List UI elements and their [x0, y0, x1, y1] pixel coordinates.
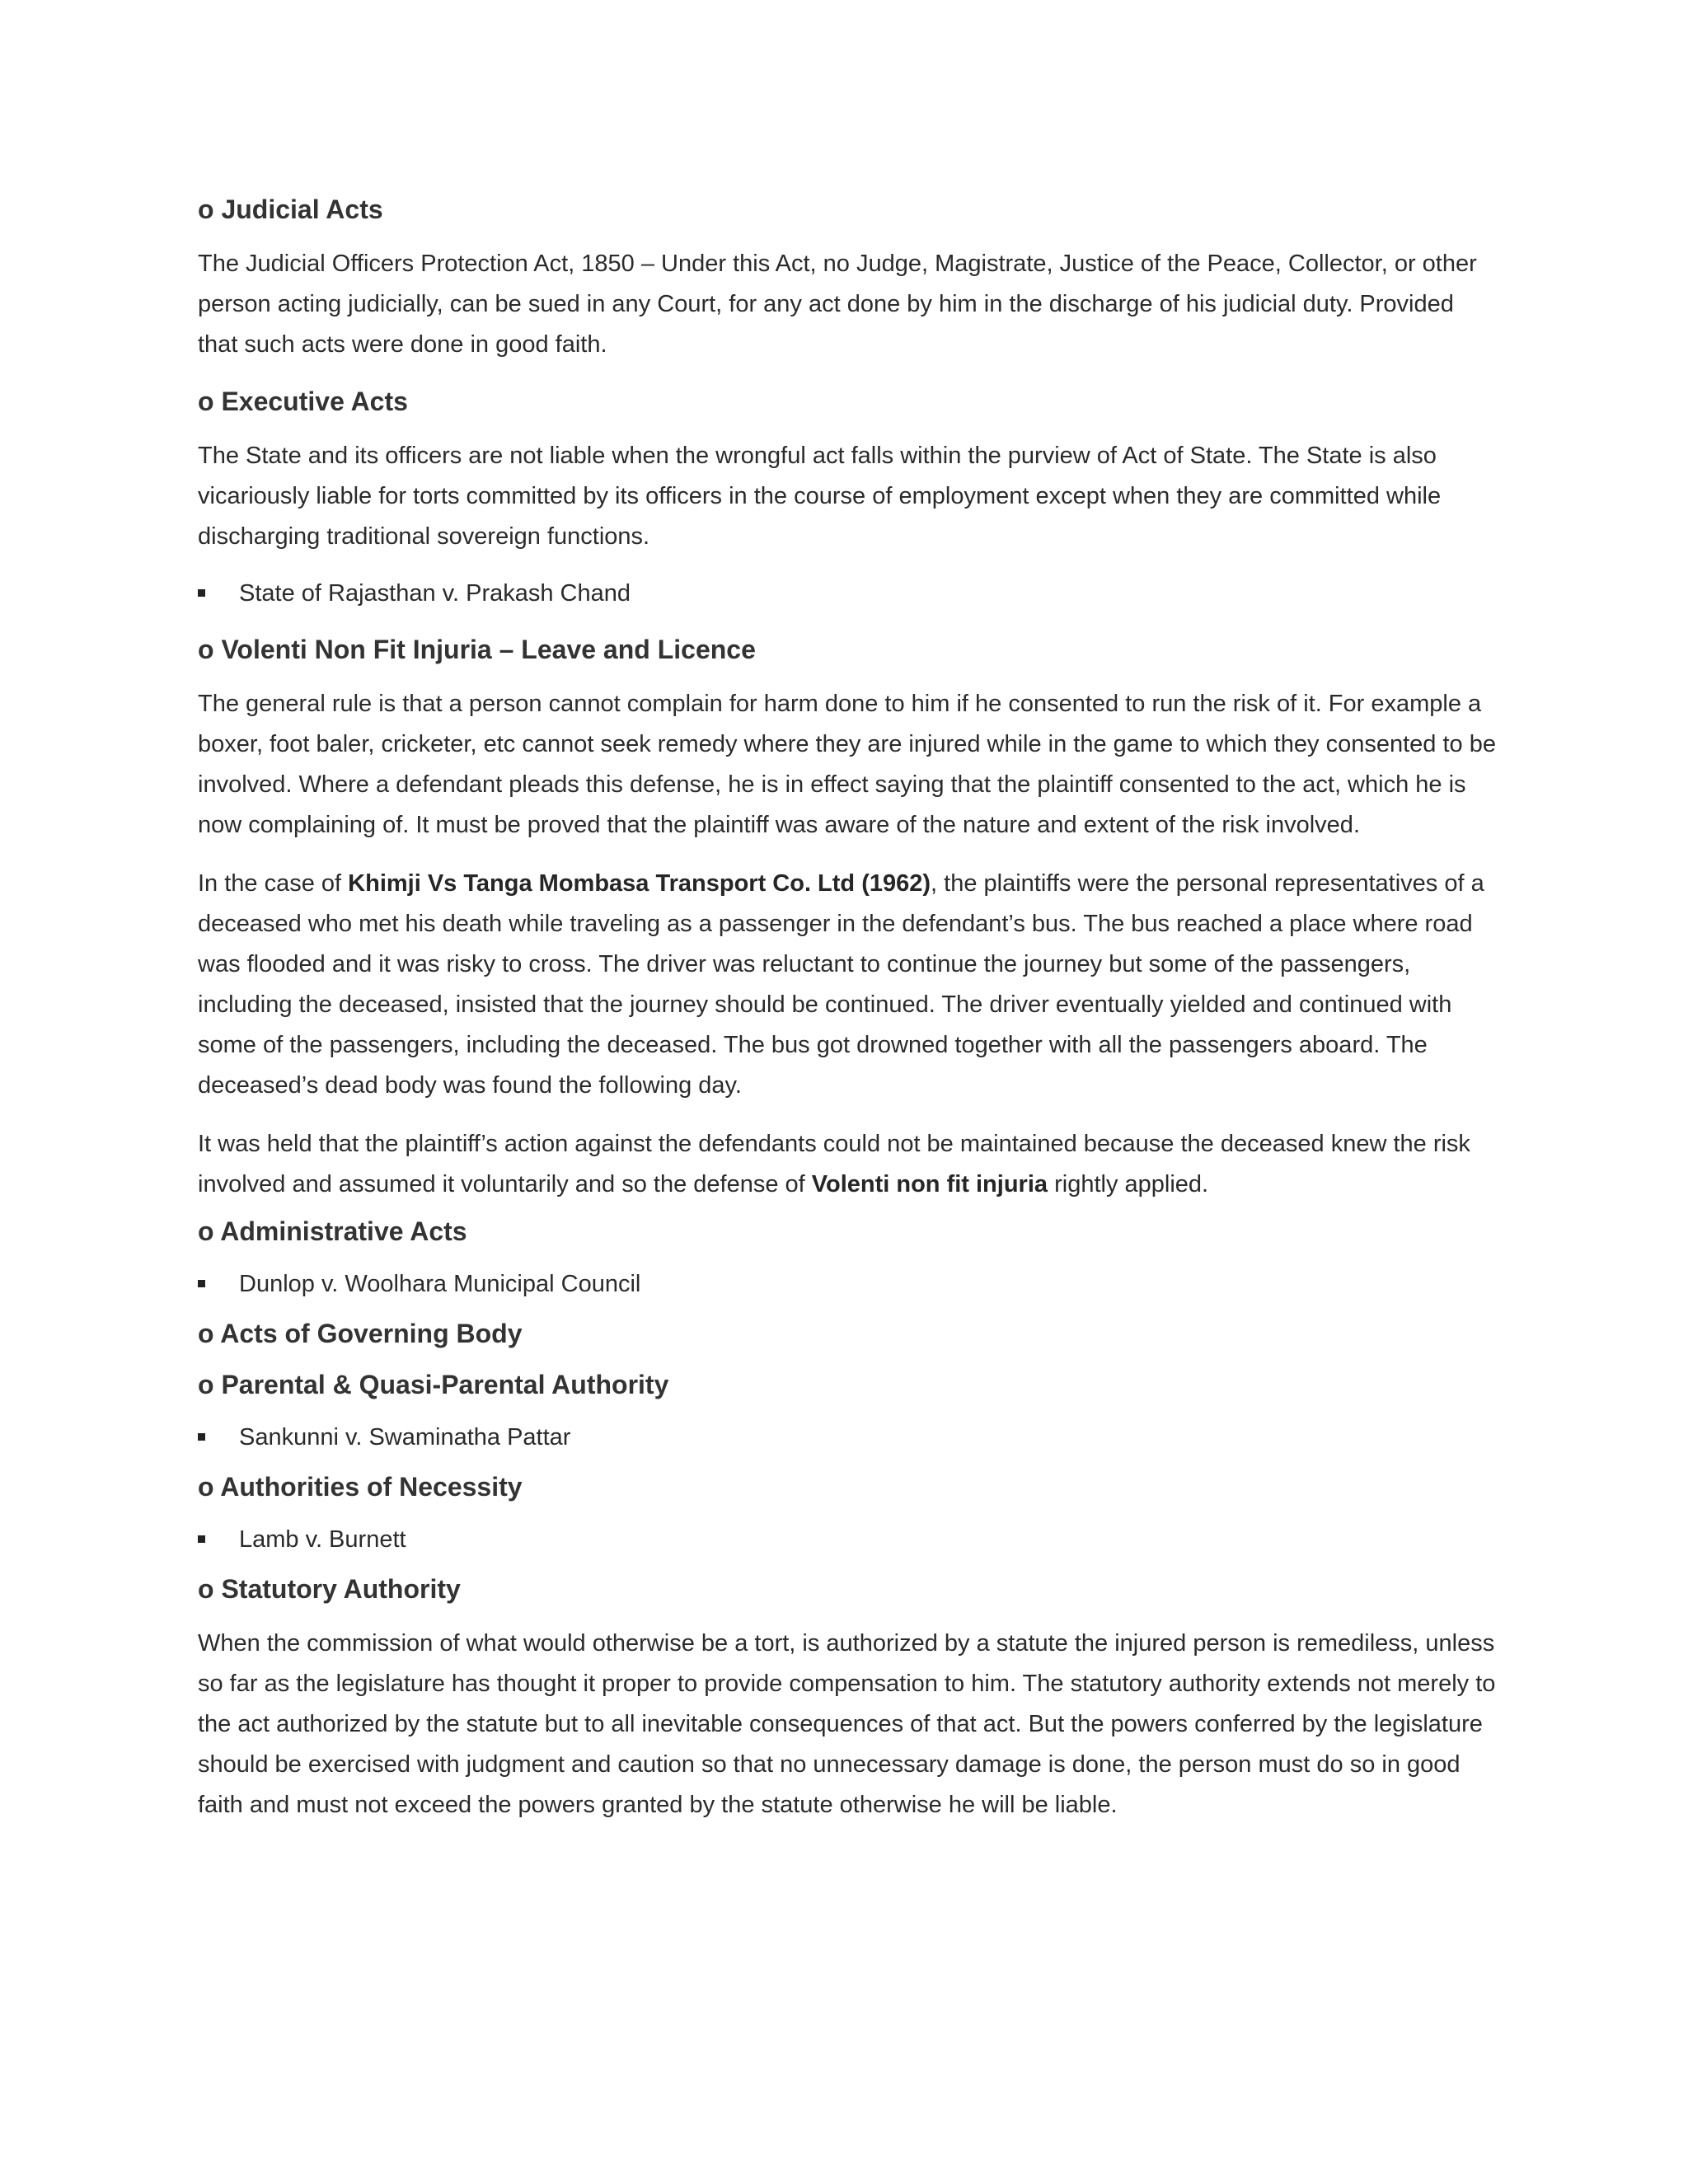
heading-judicial-acts: o Judicial Acts [198, 194, 383, 224]
heading-parental-authority: o Parental & Quasi-Parental Authority [198, 1370, 669, 1399]
paragraph-statutory-authority: When the commission of what would otherwise be a tort, is authorized by a statute the injured person is remediless, unless so far as the legislature has thought it proper to provide compensation to him. The statutory authority extends not merely to the act authorized by the statute but to all inevitable consequences of that act. But the powers conferred by the legislature should be exercised with judgment and caution so that no unnecessary damage is done, the person must do so in good faith and must not exceed the powers granted by the statute otherwise he will be liable. [198, 1630, 1496, 1818]
heading-executive-acts: o Executive Acts [198, 387, 408, 416]
paragraph-judicial-acts: The Judicial Officers Protection Act, 1850 – Under this Act, no Judge, Magistrate, Justice of the Peace, Collector, or other person acting judicially, can be sued in any Court, for any act done by him in the discharge of his judicial duty. Provided that such acts were done in good faith. [198, 251, 1477, 358]
paragraph-khimji-case [198, 864, 1500, 1106]
text-span: , the plaintiffs were the personal representatives of a deceased who met his death while traveling as a passenger in the defendant’s bus. The bus reached a place where road was flooded and it was risky to cross. The driver was reluctant to continue the journey but some of the passengers, including the deceased, insisted that the journey should be continued. The driver eventually yielded and continued with some of the passengers, including the deceased. The bus got drowned together with all the passengers aboard. The deceased’s dead body was found the following day. [198, 870, 1484, 1099]
paragraph-executive-acts: The State and its officers are not liable when the wrongful act falls within the purview of Act of State. The State is also vicariously liable for torts committed by its officers in the course of employment except when they are committed while discharging traditional sovereign functions. [198, 443, 1442, 550]
bullet-item-case [198, 1521, 1500, 1558]
square-bullet-icon [198, 1433, 205, 1441]
text-span: It was held that the plaintiff’s action against the defendants could not be maintained because the deceased knew the risk involved and assumed it voluntarily and so the defense of [198, 1131, 1470, 1197]
text-span: In the case of [198, 870, 349, 897]
bullet-text: Lamb v. Burnett [239, 1526, 406, 1553]
document-page [198, 191, 1500, 1844]
bullet-item-case [198, 1266, 1500, 1302]
heading-administrative-acts: o Administrative Acts [198, 1216, 467, 1246]
bullet-item-case [198, 575, 1500, 612]
heading-statutory-authority: o Statutory Authority [198, 1574, 461, 1604]
heading-volenti: o Volenti Non Fit Injuria – Leave and Licence [198, 635, 756, 664]
maxim-term: Volenti non fit injuria [811, 1171, 1048, 1197]
heading-governing-body: o Acts of Governing Body [198, 1319, 523, 1348]
bullet-text: Sankunni v. Swaminatha Pattar [239, 1424, 571, 1451]
paragraph-volenti-rule: The general rule is that a person cannot complain for harm done to him if he consented to run the risk of it. For example a boxer, foot baler, cricketer, etc cannot seek remedy where they are injured while in the game to which they consented to be involved. Where a defendant pleads this defense, he is in effect saying that the plaintiff consented to the act, which he is now complaining of. It must be proved that the plaintiff was aware of the nature and extent of the risk involved. [198, 691, 1496, 838]
square-bullet-icon [198, 1535, 205, 1543]
text-span: rightly applied. [1048, 1171, 1209, 1197]
square-bullet-icon [198, 1280, 205, 1287]
bullet-text: Dunlop v. Woolhara Municipal Council [239, 1271, 641, 1297]
square-bullet-icon [198, 589, 205, 597]
paragraph-holding [198, 1124, 1500, 1205]
case-citation: Khimji Vs Tanga Mombasa Transport Co. Ltd (1962) [348, 870, 931, 897]
heading-authorities-necessity: o Authorities of Necessity [198, 1472, 523, 1502]
bullet-text: State of Rajasthan v. Prakash Chand [239, 580, 631, 607]
bullet-item-case [198, 1419, 1500, 1455]
